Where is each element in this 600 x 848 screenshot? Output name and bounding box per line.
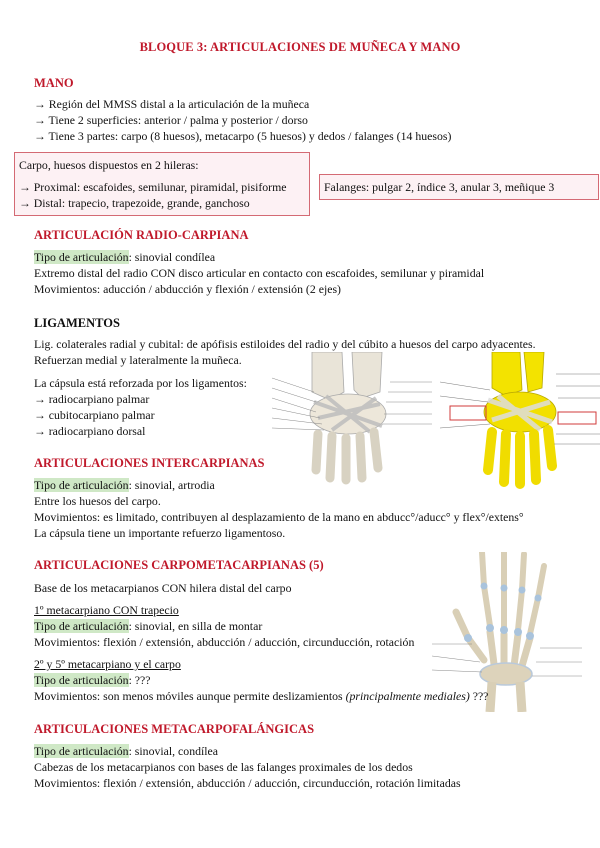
falanges-box-text: Falanges: pulgar 2, índice 3, anular 3, meñique 3 <box>324 180 555 194</box>
mano-line-2: → Tiene 2 superficies: anterior / palma y posterior / dorso <box>34 113 308 127</box>
tipo-label-highlight: Tipo de articulación <box>34 744 129 758</box>
intercarpianas-tipo <box>34 478 215 493</box>
section-heading-mano: MANO <box>34 76 74 90</box>
ligamento-item: → cubitocarpiano palmar <box>34 408 155 422</box>
carpo-box-distal: → Distal: trapecio, trapezoide, grande, ganchoso <box>19 196 250 210</box>
intercarpianas-line-4: La cápsula tiene un importante refuerzo ligamentoso. <box>34 526 286 540</box>
ligamentos-line-1: Lig. colaterales radial y cubital: de apófisis estiloides del radio y del cúbito a huesos del carpo adyacentes. <box>34 337 536 351</box>
carpometacarpianas-line-1: Base de los metacarpianos CON hilera distal del carpo <box>34 581 292 595</box>
intercarpianas-line-2: Entre los huesos del carpo. <box>34 494 161 508</box>
tipo-value: : sinovial condílea <box>128 250 216 264</box>
carpometacarpianas-mov-1: Movimientos: flexión / extensión, abducción / aducción, circunducción, rotación <box>34 635 415 649</box>
ligamentos-line-2: Refuerzan medial y lateralmente la muñeca. <box>34 353 242 367</box>
carpometacarpianas-subheading-2: 2º y 5º metacarpiano y el carpo <box>34 657 181 671</box>
carpometacarpianas-mov-2 <box>34 689 488 704</box>
carpometacarpianas-tipo-1 <box>34 619 262 634</box>
carpo-box-proximal: → Proximal: escafoides, semilunar, piramidal, pisiforme <box>19 180 287 194</box>
intercarpianas-line-3: Movimientos: es limitado, contribuyen al desplazamiento de la mano en abducc°/aducc° y flex°/extens° <box>34 510 524 524</box>
wrist-ligaments-palmar-illustration <box>272 352 432 490</box>
carpo-box-title: Carpo, huesos dispuestos en 2 hileras: <box>19 158 199 172</box>
tipo-label-highlight: Tipo de articulación <box>34 673 129 687</box>
ligamento-item: → radiocarpiano dorsal <box>34 424 146 438</box>
ligamento-item: → radiocarpiano palmar <box>34 392 150 406</box>
section-heading-radiocarpiana: ARTICULACIÓN RADIO-CARPIANA <box>34 228 249 242</box>
metacarpofalangicas-tipo <box>34 744 218 759</box>
wrist-bones-yellow-illustration <box>440 352 600 490</box>
mano-line-3: → Tiene 3 partes: carpo (8 huesos), metacarpo (5 huesos) y dedos / falanges (14 huesos) <box>34 129 452 143</box>
radiocarpiana-line-3: Movimientos: aducción / abducción y flexión / extensión (2 ejes) <box>34 282 341 296</box>
section-heading-intercarpianas: ARTICULACIONES INTERCARPIANAS <box>34 456 265 470</box>
carpometacarpianas-subheading-1: 1º metacarpiano CON trapecio <box>34 603 179 617</box>
tipo-label-highlight: Tipo de articulación <box>34 619 129 633</box>
hand-skeleton-illustration <box>432 552 582 712</box>
section-heading-carpometacarpianas: ARTICULACIONES CARPOMETACARPIANAS (5) <box>34 558 324 572</box>
tipo-value: : sinovial, artrodia <box>128 478 215 492</box>
mov2-italic: (principalmente mediales) <box>345 689 470 703</box>
page-title: BLOQUE 3: ARTICULACIONES DE MUÑECA Y MANO <box>139 40 461 54</box>
mov2-end: ??? <box>469 689 489 703</box>
metacarpofalangicas-line-3: Movimientos: flexión / extensión, abducción / aducción, circunducción, rotación limitadas <box>34 776 461 790</box>
tipo-value: : sinovial, en silla de montar <box>128 619 263 633</box>
ligamentos-capsula: La cápsula está reforzada por los ligamentos: <box>34 376 247 390</box>
tipo-value: : sinovial, condílea <box>128 744 219 758</box>
section-heading-metacarpofalangicas: ARTICULACIONES METACARPOFALÁNGICAS <box>34 722 315 736</box>
tipo-label-highlight: Tipo de articulación <box>34 250 129 264</box>
tipo-label-highlight: Tipo de articulación <box>34 478 129 492</box>
mov2-text: Movimientos: son menos móviles aunque permite deslizamientos <box>34 689 346 703</box>
metacarpofalangicas-line-2: Cabezas de los metacarpianos con bases de las falanges proximales de los dedos <box>34 760 413 774</box>
section-heading-ligamentos: LIGAMENTOS <box>34 316 120 330</box>
carpometacarpianas-tipo-2 <box>34 673 151 688</box>
tipo-value: : ??? <box>128 673 151 687</box>
radiocarpiana-tipo <box>34 250 215 265</box>
radiocarpiana-line-2: Extremo distal del radio CON disco articular en contacto con escafoides, semilunar y piramidal <box>34 266 485 280</box>
mano-line-1: → Región del MMSS distal a la articulación de la muñeca <box>34 97 310 111</box>
